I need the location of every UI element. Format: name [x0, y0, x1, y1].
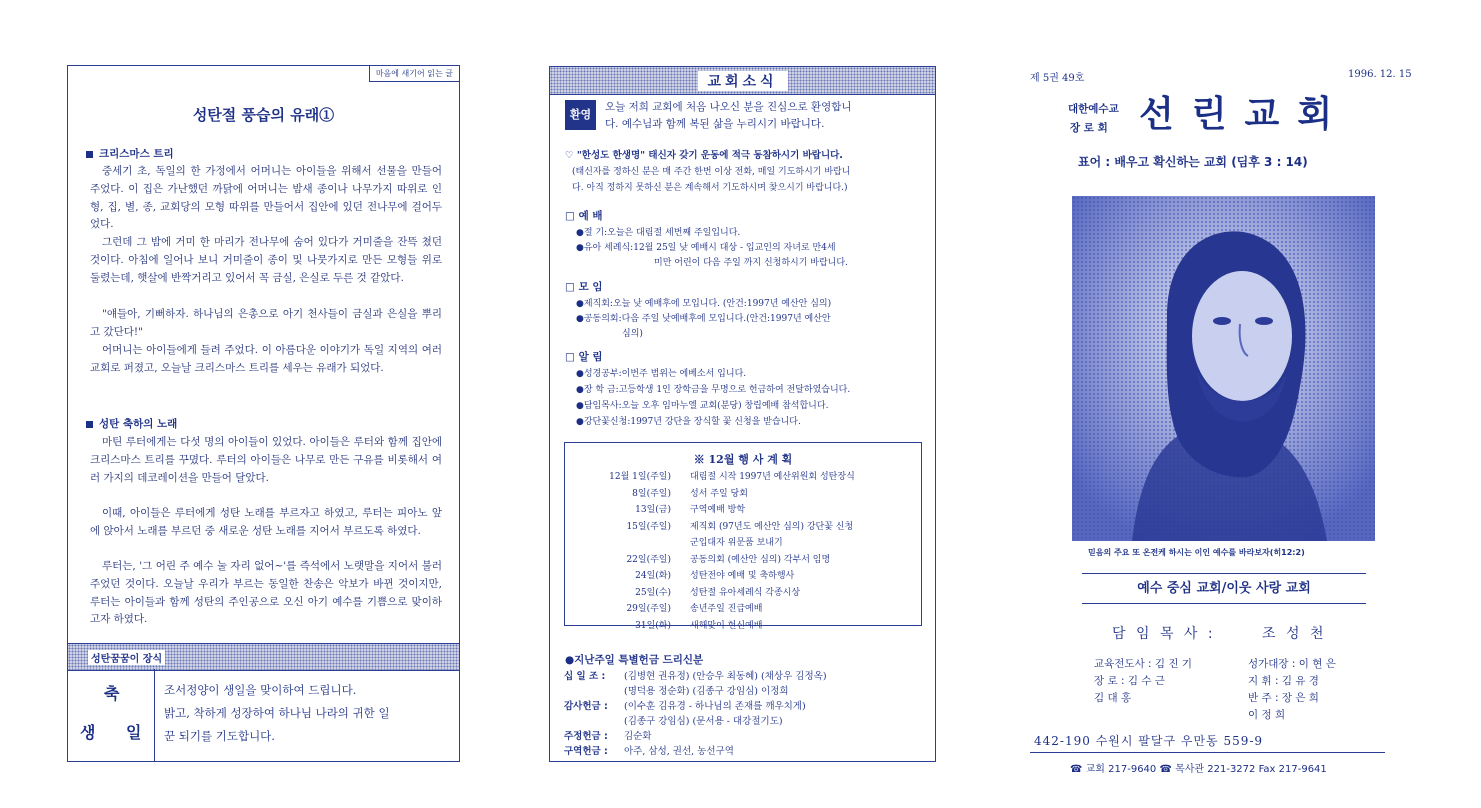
paragraph: 어머니는 아이들에게 들려 주었다. 이 아름다운 이야기가 독일 지역의 여러 교회로 퍼졌고, 오늘날 크리스마스 트리를 세우는 유래가 되었다. — [90, 344, 442, 374]
bullet-icon — [86, 151, 93, 158]
section-tag: 마음에 새기어 읽는 글 — [369, 66, 459, 82]
offering-text: 아주, 삼성, 권선, 농선구역 — [624, 746, 734, 757]
staff-entry: 성가대장 : 이 현 은 — [1248, 658, 1336, 670]
schedule-desc: 성탄절 유아세례식 각종시상 — [690, 587, 801, 598]
welcome-line: 오늘 저희 교회에 처음 나오신 분을 진심으로 환영합니 — [605, 101, 852, 113]
birthday-header: 성탄꿈꿈이 장식 — [68, 643, 459, 671]
paragraph: "얘들아, 기뻐하자. 하나님의 은총으로 아기 천사들이 금실과 은실을 뿌리고 갔단다!" — [90, 308, 442, 338]
portrait-image — [1072, 196, 1375, 541]
meeting-item: ●공동의회:다음 주일 낮예배후에 모입니다.(안건:1997년 예산안 — [576, 314, 831, 324]
divider — [154, 669, 155, 761]
campaign-title: ♡ "한성도 한생명" 태신자 갖기 운동에 적극 동참하시기 바랍니다. — [565, 150, 843, 161]
worship-item: ●절 기:오늘은 대림절 세번째 주일입니다. — [576, 228, 741, 238]
birthday-char: 생 — [80, 723, 96, 742]
staff-entry: 김 대 홍 — [1094, 692, 1132, 704]
news-title: 교회소식 — [697, 71, 787, 91]
church-name: 선린교회 — [1139, 94, 1351, 135]
schedule-date: 22일(주일) — [626, 554, 671, 565]
denomination: 장 로 회 — [1070, 122, 1108, 134]
notice-item: ●강단꽃신청:1997년 강단을 장식할 꽃 신청을 받습니다. — [576, 417, 801, 427]
offering-text: (이수훈 김유경 - 하나님의 존재를 깨우치게) — [624, 701, 806, 712]
offering-text: (김종구 강임심) (문서용 - 대강절기도) — [624, 716, 783, 727]
offering-text: (명덕용 정순화) (김종구 강임심) 이정희 — [624, 686, 789, 697]
motto-verse: 표어 : 배우고 확신하는 교회 (딤후 3 : 14) — [1078, 155, 1308, 169]
schedule-desc: 성탄전야 예배 및 축하행사 — [690, 571, 795, 581]
offering-text: 김순화 — [624, 731, 652, 742]
birthday-line: 밝고, 착하게 성장하여 하나님 나라의 귀한 일 — [164, 706, 390, 720]
notice-item: ●장 학 금:고등학생 1인 장학금을 무명으로 헌금하여 전달하였습니다. — [576, 385, 851, 395]
offering-text: (김병현 권유정) (안승우 최동혜) (채상우 김정옥) — [624, 671, 827, 682]
birthday-char: 일 — [126, 723, 142, 742]
offering-label: 주정헌금 : — [564, 731, 608, 742]
birthday-char: 축 — [104, 684, 120, 703]
schedule-box — [564, 442, 922, 631]
staff-entry: 이 정 희 — [1248, 709, 1286, 721]
schedule-desc: 송년주일 진급예배 — [690, 604, 763, 614]
schedule-desc: 군입대자 위문품 보내기 — [690, 538, 783, 548]
schedule-desc: 대림절 시작 1997년 예산위원회 성탄장식 — [690, 472, 855, 482]
paragraph: 중세기 초, 독일의 한 가정에서 어머니는 아이들을 위해서 선물을 만들어 주었다. 이 집은 가난했던 까닭에 어머니는 밤새 종이나 나무가지 따위로 인형, 집, 별, 종, 교회당의 모형 따위를 만들어서 집안에 있던 전나무에 걸어두었다. — [90, 165, 442, 231]
schedule-date: 12월 1일(주일) — [609, 472, 671, 482]
staff-entry: 장 로 : 김 수 근 — [1094, 675, 1165, 687]
schedule-desc: 제직회 (97년도 예산안 심의) 강단꽃 신청 — [690, 521, 854, 532]
schedule-desc: 구역예배 방학 — [690, 505, 746, 515]
denomination: 대한예수교 — [1068, 103, 1119, 115]
schedule-date: 25일(수) — [635, 587, 671, 598]
schedule-date: 29일(주일) — [626, 604, 671, 614]
paragraph: 루터는, '그 어린 주 예수 눌 자리 없어~'를 즉석에서 노랫말을 지어서 불러 주었던 것이다. 오늘날 우리가 부르는 동일한 찬송은 악보가 바뀐 것이지만, 루터는 아이들과 함께 성탄의 주인공으로 오신 아기 예수를 기쁨으로 맞이하고자 하였다. — [90, 560, 442, 626]
campaign-line: 다. 아직 정하지 못하신 분은 계속해서 기도하시며 찾으시기 바랍니다.) — [572, 183, 848, 193]
article-title: 성탄절 풍습의 유래① — [192, 106, 335, 124]
offering-label: 감사헌금 : — [564, 701, 608, 712]
section-heading: 성탄 축하의 노래 — [86, 416, 177, 431]
notice-heading: □ 알 림 — [565, 351, 603, 363]
paragraph: 마틴 루터에게는 다섯 명의 아이들이 있었다. 아이들은 루터와 함께 집안에 크리스마스 트리를 꾸몄다. 루터의 아이들은 나무로 만든 구유를 비롯해서 여러 가지의 데코레이션을 만들어 달았다. — [90, 436, 442, 484]
meeting-item: 심의) — [622, 329, 643, 339]
bullet-icon — [86, 421, 93, 428]
notice-item: ●담임목사:오늘 오후 임마누엘 교회(분당) 창립예배 참석합니다. — [576, 401, 829, 411]
schedule-desc: 새해맞이 헌신예배 — [690, 620, 763, 631]
worship-item: ●유아 세례식:12월 25일 낮 예배시 대상 - 입교인의 자녀로 만4세 — [576, 243, 836, 253]
worship-heading: □ 예 배 — [565, 210, 603, 222]
schedule-title: ※ 12월 행 사 계 획 — [693, 453, 793, 466]
middle-panel — [549, 66, 936, 762]
notice-item: ●성경공부:이번주 범위는 에베소서 입니다. — [576, 369, 747, 379]
church-motto: 예수 중심 교회/이웃 사랑 교회 — [1082, 573, 1366, 604]
meeting-item: ●제직회:오늘 낮 예배후에 모입니다. (안건:1997년 예산안 심의) — [576, 299, 832, 309]
offering-label: 십 일 조 : — [564, 671, 606, 682]
paragraph: 이때, 아이들은 루터에게 성탄 노래를 부르자고 하였고, 루터는 피아노 앞에 앉아서 노래를 부르던 중 새로운 성탄 노래를 지어서 부르도록 하였다. — [90, 507, 442, 537]
paragraph: 그런데 그 밤에 거미 한 마리가 전나무에 숨어 있다가 거미줄을 잔뜩 쳤던 것이다. 아침에 일어나 보니 거미줄이 종이 및 나뭇가지로 만든 모형들 위로 둘렸는데, 햇살에 반짝거리고 있어서 꼭 금실, 은실로 두른 것 같았다. — [90, 236, 442, 284]
issue-number: 제 5권 49호 — [1030, 73, 1085, 84]
schedule-date: 31일(화) — [635, 620, 671, 631]
section-heading: 크리스마스 트리 — [86, 146, 174, 161]
schedule-desc: 성서 주일 당회 — [690, 488, 748, 499]
welcome-line: 다. 예수님과 함께 복된 삶을 누리시기 바랍니다. — [605, 118, 825, 130]
birthday-line: 조서정양이 생일을 맞이하여 드립니다. — [164, 683, 357, 697]
campaign-line: (태신자를 정하신 분은 매 주간 한번 이상 전화, 매일 기도하시기 바랍니 — [572, 167, 851, 177]
divider — [1030, 752, 1385, 753]
staff-entry: 지 휘 : 김 유 경 — [1248, 675, 1319, 687]
birthday-line: 꾼 되기를 기도합니다. — [164, 729, 275, 743]
worship-item: 미만 어린이 다음 주일 까지 신청하시기 바랍니다. — [654, 258, 848, 268]
offering-label: 구역헌금 : — [564, 746, 608, 757]
church-address: 442-190 수원시 팔달구 우만동 559-9 — [1034, 734, 1264, 748]
left-panel — [67, 65, 460, 762]
schedule-date: 8일(주일) — [632, 488, 671, 499]
staff-entry: 교육전도사 : 김 진 기 — [1094, 658, 1193, 670]
schedule-date: 15일(주일) — [626, 521, 671, 532]
staff-entry: 반 주 : 장 은 희 — [1248, 692, 1319, 704]
news-title-bar — [550, 67, 935, 95]
portrait-caption: 믿음의 주요 또 온전케 하시는 이인 예수를 바라보자(히12:2) — [1088, 548, 1305, 557]
church-phones: ☎ 교회 217-9640 ☎ 목사관 221-3272 Fax 217-9641 — [1070, 764, 1327, 775]
schedule-date: 24일(화) — [635, 571, 671, 581]
jesus-portrait — [1072, 196, 1375, 541]
schedule-desc: 공동의회 (예산안 심의) 각부서 임명 — [690, 554, 831, 565]
offering-heading: ●지난주일 특별헌금 드리신분 — [565, 654, 704, 666]
welcome-badge: 환영 — [565, 100, 596, 130]
schedule-date: 13일(금) — [635, 505, 671, 515]
meeting-heading: □ 모 임 — [565, 281, 603, 293]
pastor-name: 조 성 천 — [1262, 626, 1327, 642]
pastor-label: 담 임 목 사 : — [1112, 626, 1216, 642]
issue-date: 1996. 12. 15 — [1348, 69, 1412, 80]
